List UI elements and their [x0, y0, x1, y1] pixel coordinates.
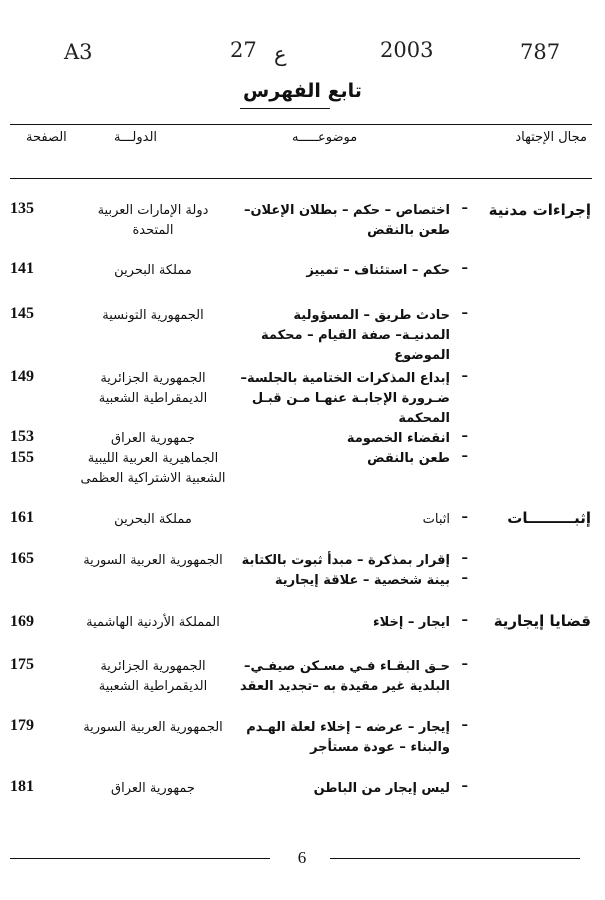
header-top-rule: [10, 124, 592, 125]
entry-country: المملكة الأردنية الهاشمية: [86, 615, 220, 630]
entry-topic: اثبات: [422, 512, 450, 527]
entry-page: 179: [10, 717, 34, 734]
entry-country: الجماهيرية العربية الليبية الشعبية الاشتراكية العظمى: [80, 451, 226, 486]
entry-topic: انقضاء الخصومة: [346, 431, 450, 446]
header-bottom-rule: [10, 178, 592, 179]
entry-page: 161: [10, 509, 34, 526]
entry-country: الجمهورية الجزائرية الديقمراطية الشعبية: [98, 659, 208, 694]
entry-bullet: –: [461, 613, 468, 628]
entry-country: الجمهورية التونسية: [102, 308, 204, 323]
title-underline: [240, 108, 330, 109]
entry-topic: إبداع المذكرات الختامية بالجلسة– ضـرورة الإجابـة عنهـا مـن قبـل المحكمة: [240, 371, 450, 426]
category-civil-procedure: إجراءات مدنية: [488, 201, 591, 219]
entry-bullet: –: [461, 261, 468, 276]
entry-page: 145: [10, 305, 34, 322]
entry-page: 141: [10, 260, 34, 277]
handwritten-letter: ع: [274, 42, 287, 66]
handwritten-ref-a3: A3: [64, 40, 93, 64]
entry-page: 169: [10, 613, 34, 630]
entry-page: 153: [10, 428, 34, 445]
handwritten-number: 787: [520, 40, 561, 64]
entry-country: الجمهورية الجزائرية الديمقراطية الشعبية: [98, 371, 208, 406]
entry-topic: حكم – استئناف – تمييز: [306, 263, 450, 278]
header-field: مجال الإجتهاد: [515, 130, 587, 145]
entry-topic: إيجار – عرضه – إخلاء لعلة الهـدم والبناء – عودة مستأجر: [246, 720, 450, 755]
entry-country: الجمهورية العربية السورية: [83, 720, 223, 735]
category-proof: إثبـــــــــات: [507, 509, 591, 527]
entry-country: دولة الإمارات العربية المتحدة: [97, 203, 209, 238]
entry-topic: ليس إيجار من الباطن: [313, 781, 450, 796]
entry-bullet: –: [461, 201, 468, 216]
entry-topic: ايجار – إخلاء: [373, 615, 450, 630]
header-country: الدولـــة: [114, 130, 158, 145]
handwritten-year: 2003: [380, 38, 434, 62]
entry-page: 155: [10, 449, 34, 466]
footer-rule-right: [330, 858, 580, 859]
entry-bullet: –: [461, 551, 468, 566]
entry-country: الجمهورية العربية السورية: [83, 553, 223, 568]
page-number: 6: [297, 848, 307, 867]
handwritten-volume: 27: [230, 38, 257, 62]
entry-bullet: –: [461, 306, 468, 321]
entry-topic: اختصاص – حكم – بطلان الإعلان– طعن بالنقض: [243, 203, 450, 238]
entry-page: 181: [10, 778, 34, 795]
entry-country: مملكة البحرين: [114, 263, 192, 278]
entry-bullet: –: [461, 449, 468, 464]
entry-bullet: –: [461, 718, 468, 733]
entry-country: جمهورية العراق: [111, 431, 195, 446]
entry-bullet: –: [461, 779, 468, 794]
entry-topic: طعن بالنقض: [367, 451, 450, 466]
entry-page: 165: [10, 550, 34, 567]
entry-page: 135: [10, 200, 34, 217]
entry-bullet: –: [461, 429, 468, 444]
footer-rule-left: [10, 858, 270, 859]
entry-bullet: –: [461, 571, 468, 586]
category-rent-cases: قضايا إيجارية: [493, 612, 591, 630]
entry-topic-secondary: بينة شخصية – علاقة إيجارية: [274, 573, 450, 588]
header-topic: موضوعـــــه: [292, 130, 358, 145]
entry-bullet: –: [461, 657, 468, 672]
page-title: تابع الفهرس: [243, 80, 362, 102]
entry-bullet: –: [461, 510, 468, 525]
entry-bullet: –: [461, 369, 468, 384]
entry-page: 149: [10, 368, 34, 385]
entry-topic: حـق البقـاء فـي مسـكن صيفـي– البلدية غير مقيدة به –تجديد العقد: [240, 659, 450, 694]
header-page: الصفحة: [26, 130, 67, 145]
entry-country: مملكة البحرين: [114, 512, 192, 527]
entry-page: 175: [10, 656, 34, 673]
entry-topic: حادث طريق – المسؤولية المدنيـة– صفة القيام – محكمة الموضوع: [261, 308, 450, 363]
entry-country: جمهورية العراق: [111, 781, 195, 796]
entry-topic: إقرار بمذكرة – مبدأ ثبوت بالكتابة: [241, 553, 450, 568]
